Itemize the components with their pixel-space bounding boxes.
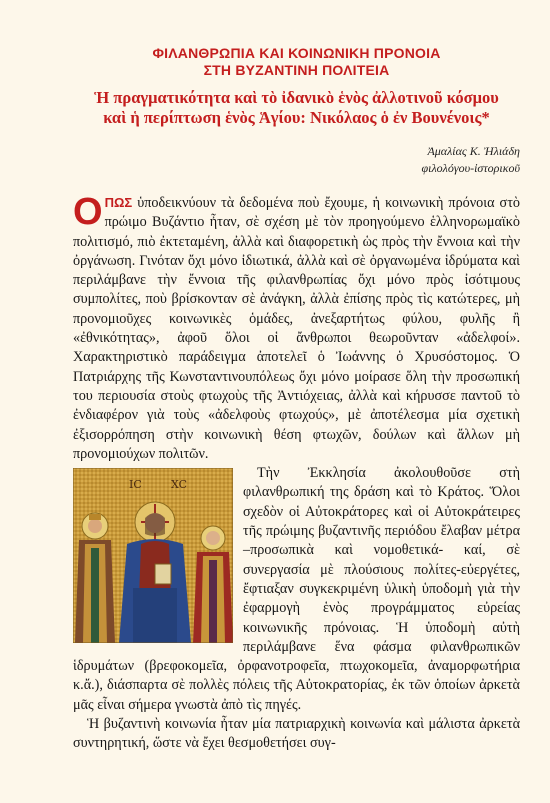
ic-label: IC xyxy=(129,478,142,492)
article-title-line-1: ΦΙΛΑΝΘΡΩΠΙΑ ΚΑΙ ΚΟΙΝΩΝΙΚΗ ΠΡΟΝΟΙΑ xyxy=(152,45,441,61)
paragraph-1 xyxy=(73,193,520,464)
paragraph-2: Τὴν Ἐκκλησία ἀκολουθοῦσε στὴ φιλανθρωπική της δράση καὶ τὸ Κράτος. Ὅλοι σχεδὸν οἱ Αὐτοκράτορες καὶ οἱ Αὐτοκράτειρες τῆς πρώιμης βυζαντινῆς περιόδου ἔλαβαν μέτρα –προσωπικὰ καὶ νομοθετικά- καί, σὲ συνεργασία μὲ πλούσιους πολίτες-εὐεργέτες, ἔφτιαξαν συγκεκριμένη ὑλικὴ ὑποδομὴ γιὰ τὴν ἐφαρμογὴ ἑνὸς προγράμματος εὐρείας κοινωνικῆς πρόνοιας. Ἡ ὑποδομὴ αὐτὴ περιλάμβανε ἕνα φάσμα φιλανθρωπικῶν ἱδρυμάτων (βρεφοκομεῖα, ὀρφανοτροφεῖα, πτωχοκομεῖα, ἀναμορφωτήρια κ.ἄ.), διάσπαρτα σὲ πολλὲς πόλεις τῆς Αὐτοκρατορίας, ἐκ τῶν ὁποίων ἀρκετὰ μᾶς εἶναι σήμερα γνωστὰ ἀπὸ τὶς πηγές. xyxy=(73,465,520,713)
mosaic-illustration xyxy=(73,468,233,643)
drop-cap: Ο xyxy=(73,191,103,233)
paragraph-3: Ἡ βυζαντινὴ κοινωνία ἦταν μία πατριαρχικὴ κοινωνία καὶ μάλιστα ἀρκετὰ συντηρητική, ὥστε νὰ ἔχει θεσμοθετήσει συγ- xyxy=(73,716,520,752)
author-name: Ἀμαλίας Κ. Ἠλιάδη xyxy=(427,144,520,158)
article-subtitle xyxy=(73,88,520,128)
mosaic-image xyxy=(73,468,233,643)
article-body xyxy=(73,193,520,754)
subtitle-line-2: καὶ ἡ περίπτωση ἑνὸς Ἁγίου: Νικόλαος ὁ ἐν Βουνένοις* xyxy=(103,108,490,127)
lead-word: ΠΩΣ xyxy=(104,195,133,210)
paragraph-1-text: ὑποδεικνύουν τὰ δεδομένα ποὺ ἔχουμε, ἡ κοινωνικὴ πρόνοια στὸ πρώιμο Βυζάντιο ἦταν, σὲ σχέση μὲ τὸν προηγούμενο ἑλληνορωμαϊκὸ πολιτισμό, πιὸ ἐκτεταμένη, ἀλλὰ καὶ διαφορετικὴ ὡς πρὸς τὴν ἔννοια καὶ τὴν ὀργάνωση. Γινόταν ὄχι μόνο ἰδιωτικά, ἀλλὰ καὶ σὲ ὀργανωμένα ἱδρύματα καὶ περιλάμβανε τὴν ἔννοια τῆς φιλανθρωπίας ὄχι μόνο πρὸς ἰσότιμους συμπολίτες, ποὺ βρίσκονταν σὲ ἀνάγκη, ἀλλὰ ἐπίσης πρὸς τὶς κατώτερες, μὴ προνομιοῦχες κοινωνικὲς ὁμάδες, ἀνεξαρτήτως φύλου, φυλῆς ἢ «ἐθνικότητας», ἀφοῦ ὅλοι οἱ ἄνθρωποι θεωροῦνταν «ἀδελφοί». Χαρακτηριστικὸ παράδειγμα ἀποτελεῖ ὁ Ἰωάννης ὁ Χρυσόστομος. Ὁ Πατριάρχης τῆς Κωνσταντινουπόλεως ὄχι μόνο μοίρασε ὅλη τὴν προσωπική του περιουσία στοὺς φτωχοὺς τῆς Ἀντιόχειας, ἀλλὰ καὶ κήρυσσε παντοῦ τὸ ἐνδιαφέρον γιὰ τοὺς «ἀδελφοὺς φτωχούς», μὲ ἀποτέλεσμα μία σχετικὴ ἐξισορρόπηση στὴν κοινωνικὴ θέση φτωχῶν, δούλων καὶ ἄλλων μὴ προνομιούχων πολιτῶν. xyxy=(73,195,520,462)
author-role: φιλολόγου-ἱστορικοῦ xyxy=(421,161,520,175)
author-block xyxy=(73,143,520,177)
article-title-line-2: ΣΤΗ ΒΥΖΑΝΤΙΝΗ ΠΟΛΙΤΕΙΑ xyxy=(203,62,390,78)
subtitle-line-1: Ἡ πραγματικότητα καὶ τὸ ἰδανικὸ ἑνὸς ἀλλοτινοῦ κόσμου xyxy=(94,88,499,107)
xc-label: XC xyxy=(171,478,188,492)
